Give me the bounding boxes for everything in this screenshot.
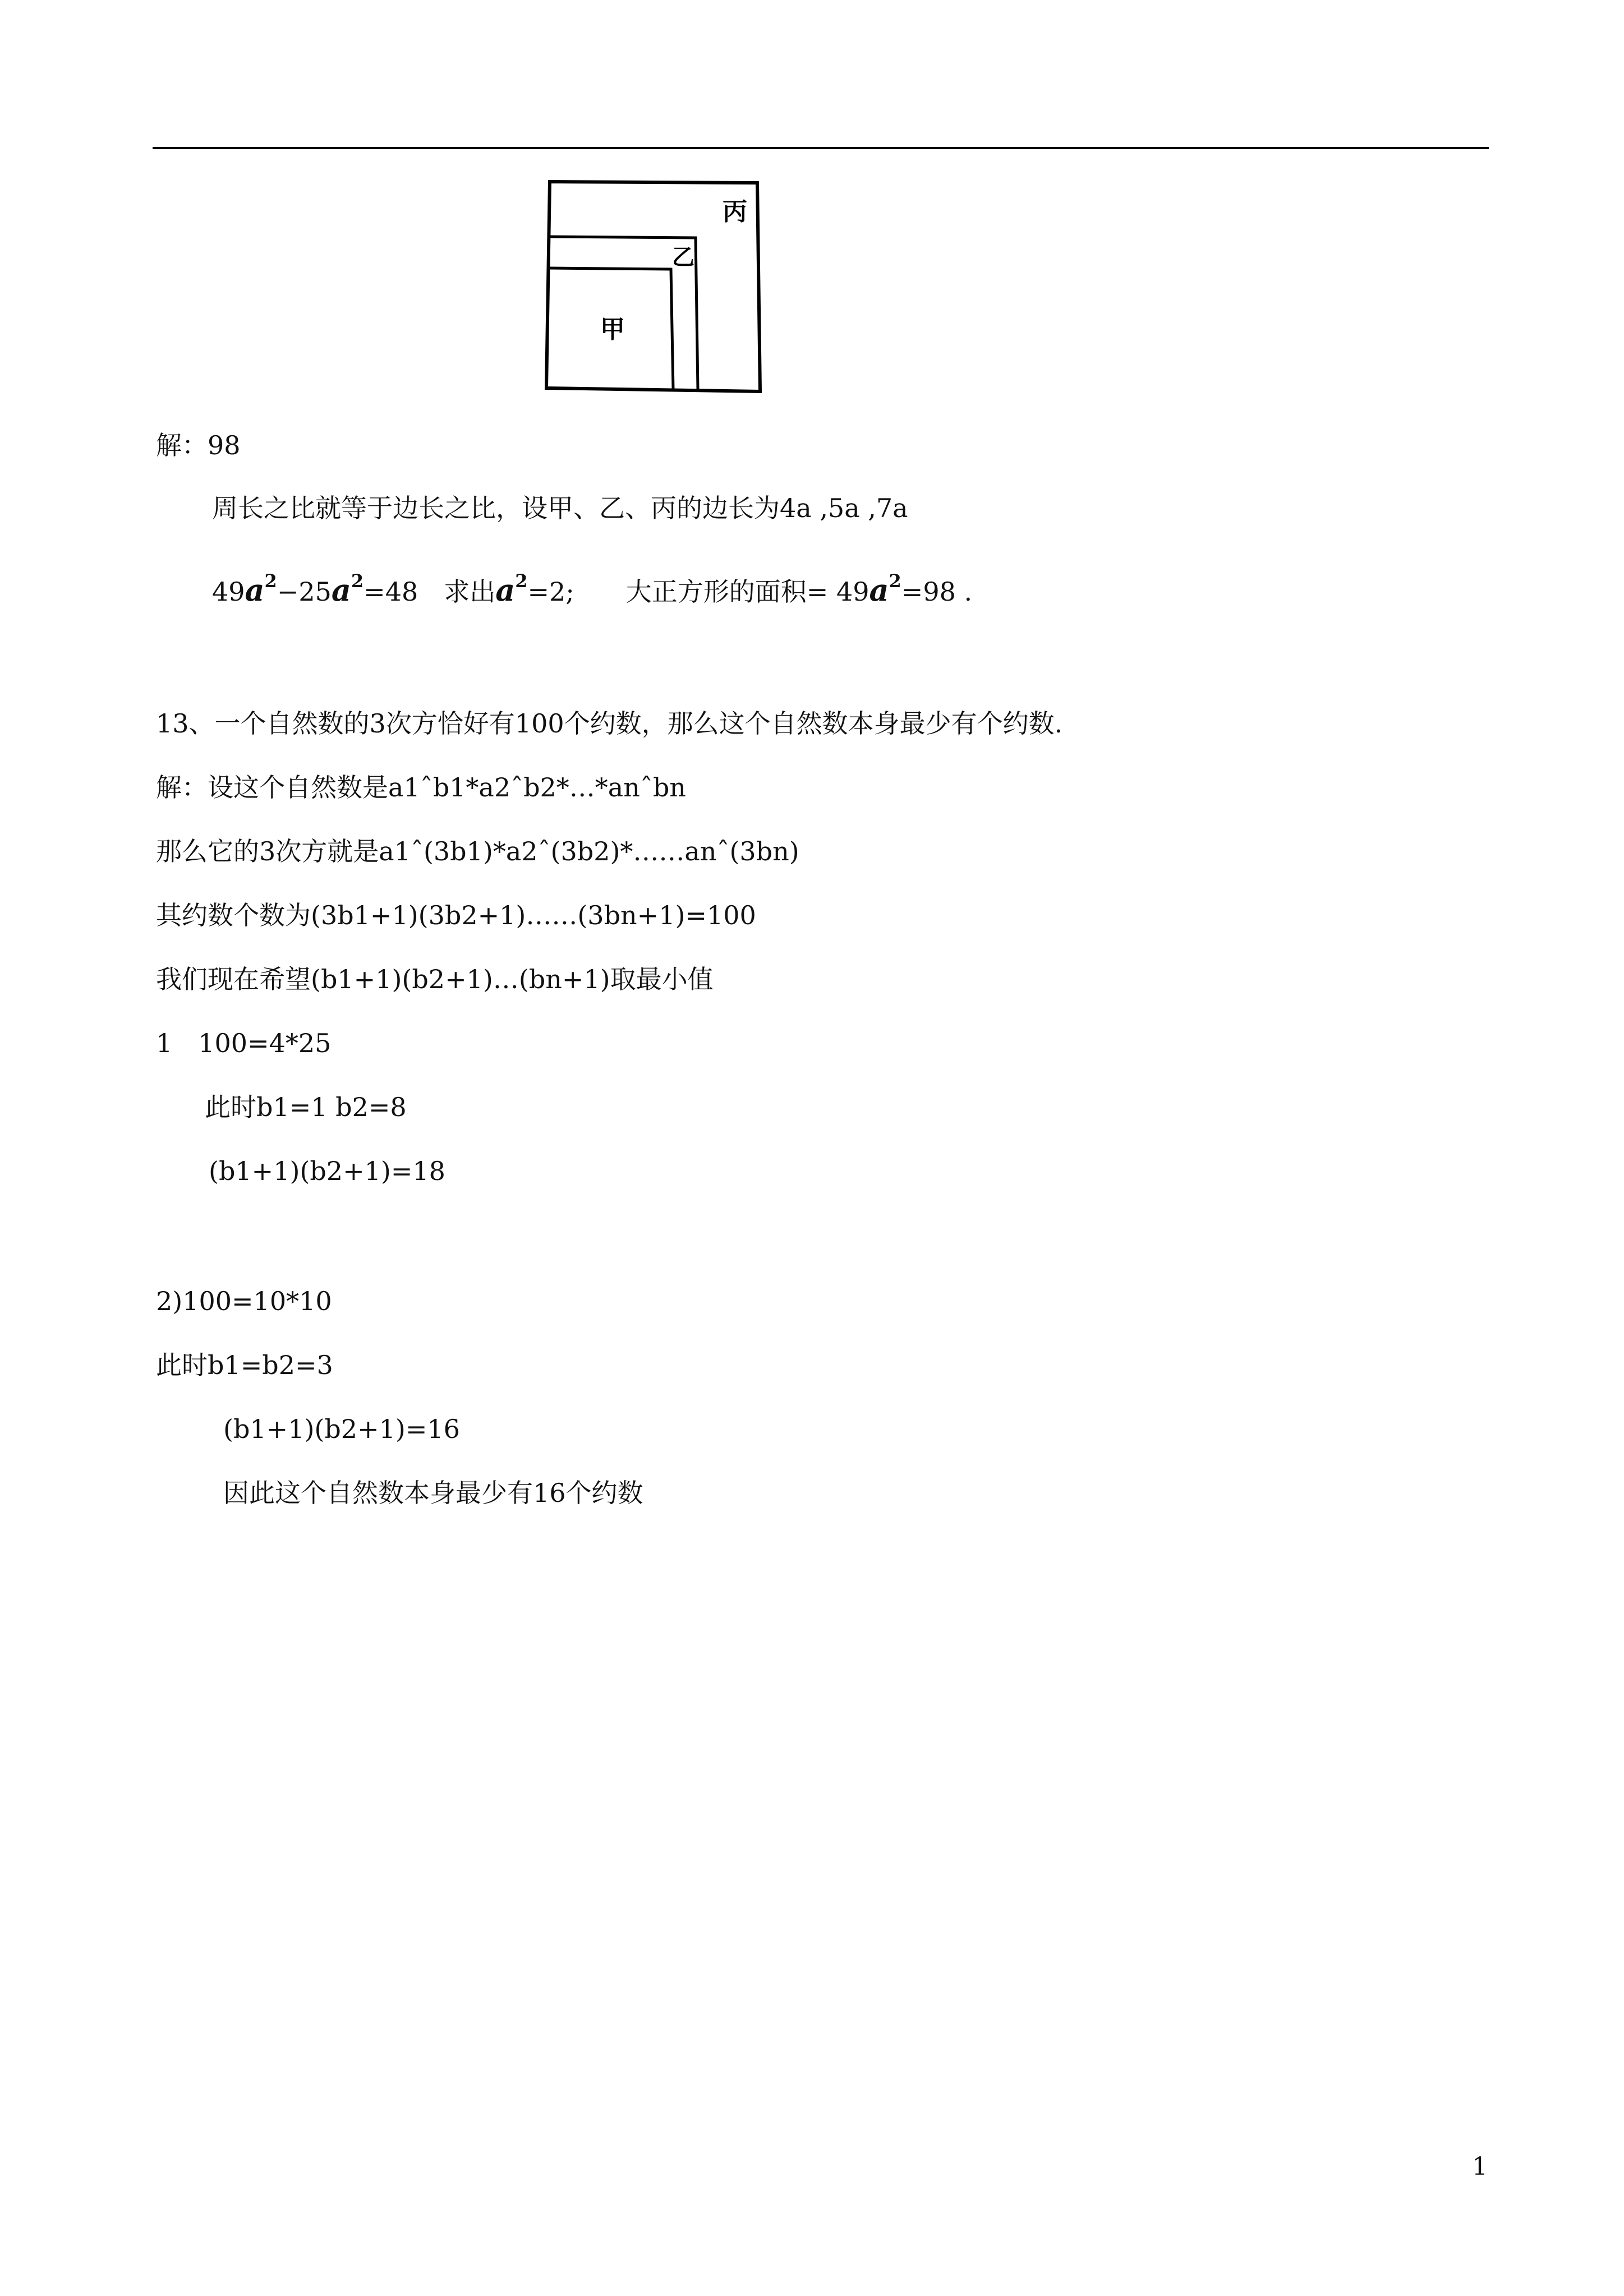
nested-squares-svg <box>539 175 774 399</box>
equation-line <box>212 570 973 611</box>
page-number: 1 <box>1472 2152 1488 2181</box>
solution-line: 2)100=10*10 <box>156 1286 332 1316</box>
eq-exp-1: 2 <box>264 570 277 592</box>
eq-part4: =98 . <box>901 577 973 607</box>
solution-line: (b1+1)(b2+1)=16 <box>223 1414 460 1444</box>
solution-line: 解：设这个自然数是a1ˆb1*a2ˆb2*…*anˆbn <box>156 772 686 803</box>
solution-line: 此时b1=b2=3 <box>156 1350 333 1380</box>
solution-line: 1 100=4*25 <box>156 1028 332 1058</box>
eq-var-a-2: a <box>331 572 351 608</box>
solution-line: (b1+1)(b2+1)=18 <box>209 1156 445 1186</box>
eq-var-a-3: a <box>495 572 516 608</box>
label-yi: 乙 <box>672 245 694 270</box>
solution-line: 其约数个数为(3b1+1)(3b2+1)……(3bn+1)=100 <box>156 900 756 930</box>
solution-line: 我们现在希望(b1+1)(b2+1)…(bn+1)取最小值 <box>156 964 714 994</box>
header-rule <box>153 147 1489 149</box>
solution-line: 那么它的3次方就是a1ˆ(3b1)*a2ˆ(3b2)*……anˆ(3bn) <box>156 836 799 866</box>
problem-13: 13、一个自然数的3次方恰好有100个约数，那么这个自然数本身最少有个约数. <box>156 708 1063 739</box>
nested-squares-figure <box>539 175 774 399</box>
label-jia: 甲 <box>600 315 625 344</box>
eq-minus: −25 <box>277 577 332 607</box>
eq-exp-2: 2 <box>351 570 364 592</box>
conclusion-line: 因此这个自然数本身最少有16个约数 <box>223 1478 643 1508</box>
eq-exp-3: 2 <box>515 570 528 592</box>
ratio-line: 周长之比就等于边长之比，设甲、乙、丙的边长为4a ,5a ,7a <box>212 493 908 523</box>
eq-part1: 49 <box>212 577 245 607</box>
eq-part2: =48 求出 <box>364 577 496 607</box>
eq-part3: =2; 大正方形的面积= 49 <box>527 577 869 607</box>
label-bing: 丙 <box>723 197 747 226</box>
answer-header: 解：98 <box>156 430 241 460</box>
solution-line: 此时b1=1 b2=8 <box>205 1092 407 1122</box>
eq-var-a-4: a <box>869 572 889 608</box>
eq-var-a-1: a <box>245 572 265 608</box>
eq-exp-4: 2 <box>889 570 901 592</box>
